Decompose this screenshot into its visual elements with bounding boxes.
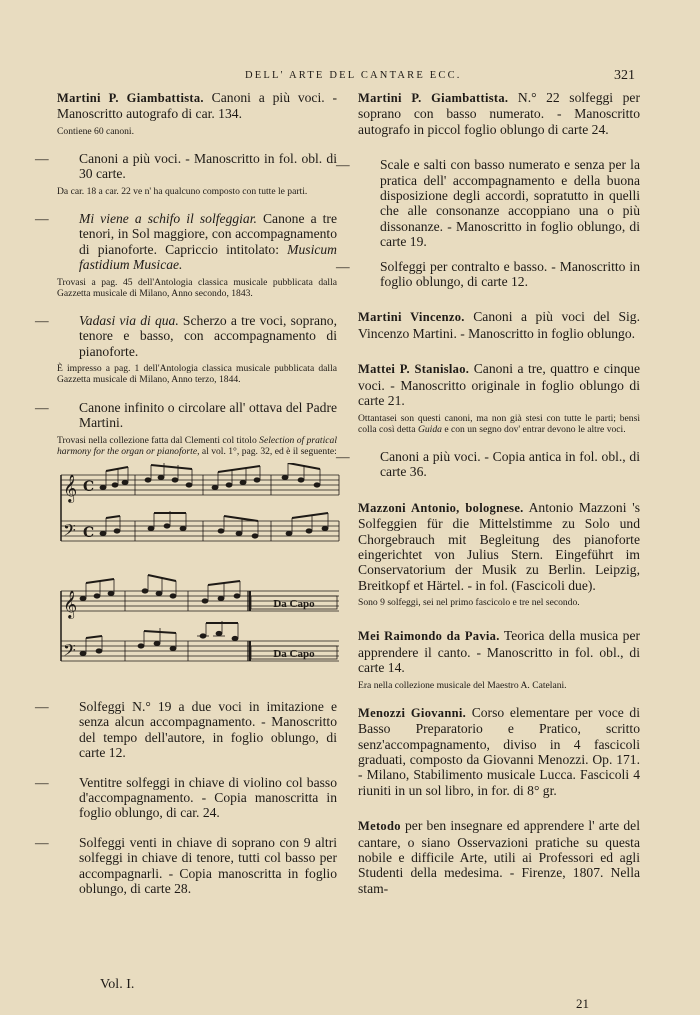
left-column: [35, 90, 338, 896]
entry-solfeggi-19: — Solfeggi N.° 19 a due voci in imitazione e senza alcun accompagnamento. - Manoscritto del tempo dell'autore, in foglio oblungo, di carte 12.: [35, 698, 337, 761]
note: Da car. 18 a car. 22 ve n' ha qualcuno composto con tutte le parti.: [57, 185, 308, 197]
music-score: [53, 463, 343, 693]
page-header: [0, 70, 700, 88]
entry-title-italic: Mi viene a schifo il solfeggiar.: [79, 211, 257, 227]
entry-title-italic: Musicum fastidium Musicae.: [79, 241, 337, 273]
note-italic: Guida: [417, 423, 442, 435]
entry-ventitre-solfeggi: — Ventitre solfeggi in chiave di violino col basso d'accompagnamento. - Copia manoscritta in foglio oblungo, di car. 24.: [35, 774, 337, 821]
note: Era nella collezione musicale del Maestro A. Catelani.: [358, 679, 567, 691]
entry-vadasi-via: — Vadasi via di qua. Scherzo a tre voci, soprano, tenore e basso, con accompagnamento di pianoforte.: [35, 313, 338, 359]
note-italic: Selection of pratical harmony for the organ or pianoforte,: [57, 434, 337, 457]
svg-text:𝄢: 𝄢: [63, 639, 76, 664]
svg-text:C: C: [83, 478, 95, 495]
note: Trovasi a pag. 45 dell'Antologia classica musicale pubblicata dalla Gazzetta musicale di Milano, Anno secondo, 1843.: [57, 276, 337, 299]
entry-heading: Menozzi Giovanni.: [358, 705, 467, 720]
entry-solfeggi-venti: — Solfeggi venti in chiave di soprano con 9 altri solfeggi in chiave di tenore, tutti col basso per accompagnarli. - Copia manoscritta in foglio oblungo, di carte 28.: [35, 834, 337, 896]
entry-canone-infinito: — Canone infinito o circolare all' ottava del Padre Martini.: [35, 399, 337, 431]
note-text: al vol. 1°, pag. 32, ed è il seguente:: [199, 445, 337, 457]
entry-text: Canone a tre tenori, in Sol maggiore, con accompagnamento di pianoforte. Capriccio intitolato:: [79, 211, 337, 257]
entry-text: Teorica della musica per apprendere il canto. - Manoscritto in fol. obl., di carte 14.: [358, 628, 641, 676]
entry-canoni-fol-obl: — Canoni a più voci. - Manoscritto in fol. obl. di 30 carte.: [35, 151, 337, 182]
entry-canoni-copia-antica: — Canoni a più voci. - Copia antica in fol. obl., di carte 36.: [336, 448, 640, 480]
entry-heading: Metodo: [358, 819, 401, 834]
svg-text:𝄞: 𝄞: [63, 589, 78, 618]
note: È impresso a pag. 1 dell'Antologia classica musicale pubblicata dalla Gazzetta musicale di Milano, Anno terzo, 1844.: [57, 363, 337, 386]
running-title: DELL' ARTE DEL CANTARE ECC.: [245, 70, 462, 81]
note-text: e con un segno dov' entrar devono le altre voci.: [441, 423, 626, 435]
entry-text: Canoni a più voci del Sig. Vincenzo Martini. - Manoscritto in foglio oblungo.: [358, 309, 640, 341]
entry-solfeggi-contralto: — Solfeggi per contralto e basso. - Manoscritto in foglio oblungo, di carte 12.: [336, 258, 640, 290]
entry-text: Canoni a più voci. - Manoscritto in fol. obl. di 30 carte.: [79, 151, 337, 182]
svg-text:𝄢: 𝄢: [63, 519, 76, 544]
clefs: [63, 474, 94, 664]
svg-text:𝄞: 𝄞: [63, 473, 78, 502]
entry-heading: Martini P. Giambattista.: [57, 91, 204, 105]
entry-martini-canoni: [57, 90, 337, 122]
right-column: [336, 90, 641, 896]
entry-heading: Mazzoni Antonio, bolognese.: [358, 500, 524, 515]
entry-text: per ben insegnare ed apprendere l' arte del cantare, o siano Osservazioni pratiche su questa nobile e difficile Arte, utili ai Professori ed agli Studenti della medesima. - Firenze, 1807. Nella stam-: [358, 818, 640, 896]
entry-text: Scherzo a tre voci, soprano, tenore e basso, con accompagnamento di pianoforte.: [79, 313, 338, 359]
page-number: 321: [614, 68, 635, 83]
entry-text: Solfeggi per contralto e basso. - Manoscritto in foglio oblungo, di carte 12.: [380, 258, 640, 290]
note: [358, 413, 640, 435]
signature-mark: 21: [576, 996, 589, 1011]
note: Sono 9 solfeggi, sei nel primo fascicolo e tre nel secondo.: [358, 597, 580, 609]
entry-martini-vincenzo: [358, 309, 640, 341]
note: [57, 435, 337, 457]
entry-text: Canone infinito o circolare all' ottava del Padre Martini.: [79, 399, 337, 431]
entry-heading: Mattei P. Stanislao.: [358, 362, 470, 377]
entry-metodo: [358, 818, 640, 896]
entry-heading: Mei Raimondo da Pavia.: [358, 629, 500, 644]
entry-mazzoni-antonio: [358, 500, 640, 593]
entry-text: Solfeggi N.° 19 a due voci in imitazione e senza alcun accompagnamento. - Manoscritto del tempo dell'autore, in foglio oblungo, di carte 12.: [79, 698, 337, 761]
entry-text: Canoni a più voci. - Copia antica in fol. obl., di carte 36.: [380, 448, 640, 480]
da-capo-label: Da Capo: [273, 647, 315, 660]
notes: [80, 463, 328, 656]
entry-mei-raimondo: [358, 628, 640, 675]
entry-text: Canoni a tre, quattro e cinque voci. - Manoscritto originale in foglio oblungo di carte 21.: [358, 361, 641, 409]
entry-text: Scale e salti con basso numerato e senza per la pratica dell' accompagnamento e della buona disposizione degli accordi, sopratutto in quelli che alle consonanze accoppiano una o più dissonanze. - Manoscritto in foglio oblungo, di carte 19.: [380, 157, 640, 250]
svg-text:C: C: [83, 524, 95, 541]
entry-mattei-stanislao: [358, 361, 640, 408]
entry-menozzi-giovanni: [358, 705, 640, 798]
entry-martini-solfeggi-22: [358, 90, 640, 137]
entry-heading: Martini P. Giambattista.: [358, 91, 509, 105]
note: Contiene 60 canoni.: [57, 125, 134, 137]
entry-mi-viene-a-schifo: — Mi viene a schifo il solfeggiar. Canone a tre tenori, in Sol maggiore, con accompagnamento di pianoforte. Capriccio intitolato: Musicum fastidium Musicae.: [35, 211, 337, 273]
note-text: Ottantasei son questi canoni, ma non già stesi con tutte le parti; bensì colla così detta: [358, 412, 640, 435]
entry-title-italic: Vadasi via di qua.: [79, 313, 179, 329]
entry-text: Ventitre solfeggi in chiave di violino col basso d'accompagnamento. - Copia manoscritta in foglio oblungo, di car. 24.: [79, 774, 337, 821]
volume-label: Vol. I.: [100, 977, 135, 992]
entry-scale-e-salti: — Scale e salti con basso numerato e senza per la pratica dell' accompagnamento e della buona disposizione degli accordi, sopratutto in quelli che alle consonanze accoppiano una o più dissonanze. - Manoscritto in foglio oblungo, di carte 19.: [336, 157, 640, 250]
entry-text: Corso elementare per voce di Basso Preparatorio e Pratico, scritto senz'accompagnamento, diviso in 4 fascicoli graduati, composto da Giovanni Menozzi. Op. 171. - Milano, Stabilimento musicale Lucca. Fascicoli 4 riuniti in un sol libro, in for. di 8° gr.: [358, 704, 640, 798]
note-text: Trovasi nella collezione fatta dal Clementi col titolo: [57, 434, 260, 446]
entry-heading: Martini Vincenzo.: [358, 310, 465, 325]
entry-text: N.° 22 solfeggi per soprano con basso numerato. - Manoscritto autografo in piccol foglio oblungo di carte 24.: [358, 90, 640, 137]
entry-text: Solfeggi venti in chiave di soprano con 9 altri solfeggi in chiave di tenore, tutti col basso per accompagnarli. - Copia manoscritta in foglio oblungo, di carte 28.: [79, 834, 337, 896]
entry-text: Canoni a più voci. - Manoscritto autografo di car. 134.: [57, 90, 337, 122]
da-capo-label: Da Capo: [273, 597, 315, 610]
entry-text: Antonio Mazzoni 's Solfeggien für die Mittelstimme zu Solo und Chorgebrauch mit Begleitung des pianoforte eingerichtet von Julius Stern. Eingeführt im Conservatorium der Musik zu Berlin. Leipzig, Breitkopf et Härtel. - in fol. (Fascicoli due).: [358, 499, 640, 593]
